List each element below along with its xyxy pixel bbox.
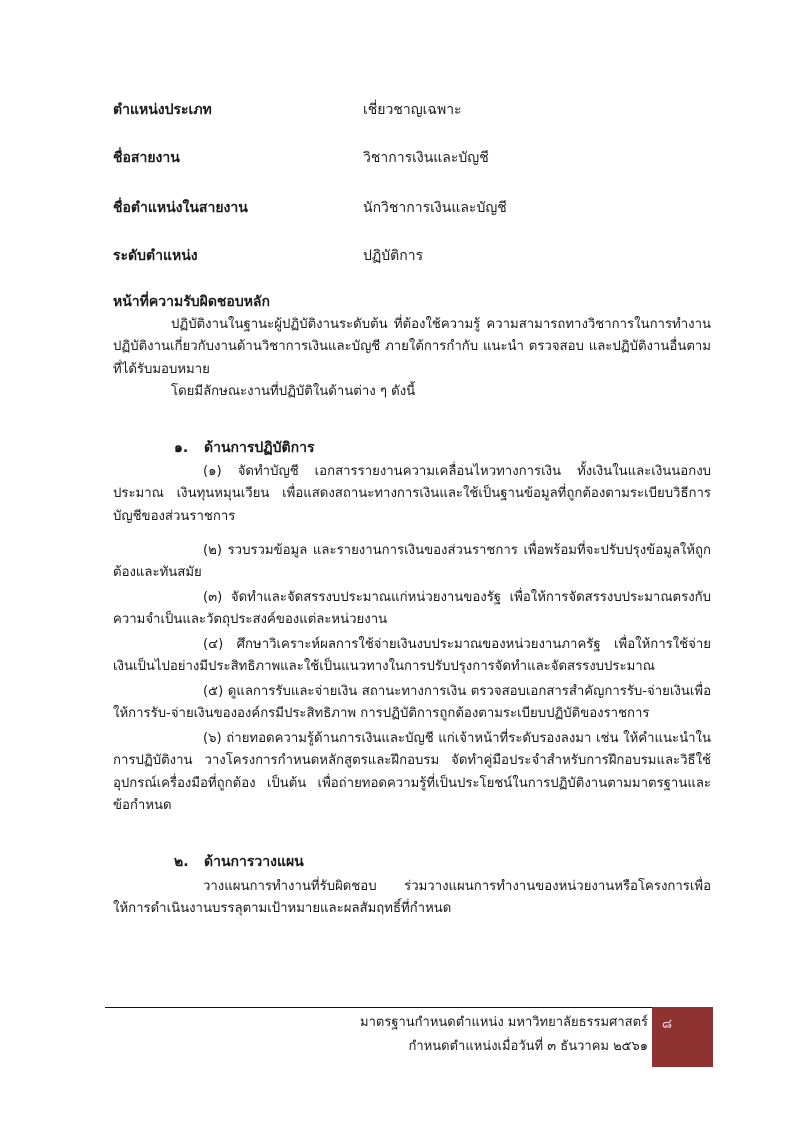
field-label: ตำแหน่งประเภท — [113, 102, 212, 118]
responsibilities-lead: โดยมีลักษณะงานที่ปฏิบัติในด้านต่าง ๆ ดังนี้ — [171, 384, 416, 399]
list-item: (๓) จัดทำและจัดสรรงบประมาณแก่หน่วยงานของรัฐ เพื่อให้การจัดสรรงบประมาณตรงกับความจำเป็นและวัตถุประสงค์ของแต่ละหน่วยงาน — [113, 590, 711, 628]
field-position-type — [113, 98, 713, 122]
footer-standard-title: มาตรฐานกำหนดตำแหน่ง มหาวิทยาลัยธรรมศาสตร์ — [360, 1015, 648, 1030]
section-heading-planning — [174, 851, 304, 873]
field-line-name — [113, 146, 713, 170]
field-label: ชื่อตำแหน่งในสายงาน — [113, 200, 248, 216]
list-item: (๔) ศึกษาวิเคราะห์ผลการใช้จ่ายเงินงบประมาณของหน่วยงานภาครัฐ เพื่อให้การใช้จ่ายเงินเป็นไปอย่างมีประสิทธิภาพและใช้เป็นแนวทางในการปรับปรุงการจัดทำและจัดสรรงบประมาณ — [113, 637, 711, 675]
list-item: (๕) ดูแลการรับและจ่ายเงิน สถานะทางการเงิน ตรวจสอบเอกสารสำคัญการรับ-จ่ายเงินเพื่อให้การรับ-จ่ายเงินขององค์กรมีประสิทธิภาพ การปฏิบัติการถูกต้องตามระเบียบปฏิบัติของราชการ — [113, 684, 711, 722]
footer-date: กำหนดตำแหน่งเมื่อวันที่ ๓ ธันวาคม ๒๕๖๑ — [408, 1039, 648, 1054]
footer-divider — [105, 1007, 653, 1008]
field-value: นักวิชาการเงินและบัญชี — [363, 200, 507, 216]
field-value: เชี่ยวชาญเฉพาะ — [363, 102, 462, 118]
responsibilities-intro: ปฏิบัติงานในฐานะผู้ปฏิบัติงานระดับต้น ที่ต้องใช้ความรู้ ความสามารถทางวิชาการในการทำงาน ปฏิบัติงานเกี่ยวกับงานด้านวิชาการเงินและบัญชี ภายใต้การกำกับ แนะนำ ตรวจสอบ และปฏิบัติงานอื่นตามที่ได้รับมอบหมาย — [113, 317, 711, 377]
responsibilities-heading: หน้าที่ความรับผิดชอบหลัก — [113, 294, 270, 310]
field-value: ปฏิบัติการ — [363, 248, 424, 264]
field-position-name — [113, 196, 713, 220]
page-number: ๘ — [662, 1017, 673, 1032]
list-item: (๖) ถ่ายทอดความรู้ด้านการเงินและบัญชี แก่เจ้าหน้าที่ระดับรองลงมา เช่น ให้คำแนะนำในการปฏิบัติงาน วางโครงการกำหนดหลักสูตรและฝึกอบรม จัดทำคู่มือประจำสำหรับการฝึกอบรมและวิธีใช้อุปกรณ์เครื่องมือที่ถูกต้อง เป็นต้น เพื่อถ่ายทอดความรู้ที่เป็นประโยชน์ในการปฏิบัติงานตามมาตรฐานและข้อกำหนด — [113, 731, 711, 814]
section-heading-operations — [174, 437, 315, 459]
list-item: วางแผนการทำงานที่รับผิดชอบ ร่วมวางแผนการทำงานของหน่วยงานหรือโครงการเพื่อให้การดำเนินงานบรรลุตามเป้าหมายและผลสัมฤทธิ์ที่กำหนด — [113, 879, 711, 917]
section-number: ๑. — [174, 440, 189, 456]
page-number-box — [652, 1007, 713, 1067]
field-position-level — [113, 244, 713, 268]
field-value: วิชาการเงินและบัญชี — [363, 150, 489, 166]
list-item: (๒) รวบรวมข้อมูล และรายงานการเงินของส่วนราชการ เพื่อพร้อมที่จะปรับปรุงข้อมูลให้ถูกต้องและทันสมัย — [113, 543, 711, 581]
list-item: (๑) จัดทำบัญชี เอกสารรายงานความเคลื่อนไหวทางการเงิน ทั้งเงินในและเงินนอกงบประมาณ เงินทุนหมุนเวียน เพื่อแสดงสถานะทางการเงินและใช้เป็นฐานข้อมูลที่ถูกต้องตามระเบียบวิธีการบัญชีของส่วนราชการ — [113, 464, 711, 524]
field-label: ชื่อสายงาน — [113, 150, 180, 166]
field-label: ระดับตำแหน่ง — [113, 248, 198, 264]
section-number: ๒. — [174, 854, 189, 870]
section-title: ด้านการวางแผน — [204, 854, 304, 870]
section-title: ด้านการปฏิบัติการ — [204, 440, 315, 456]
